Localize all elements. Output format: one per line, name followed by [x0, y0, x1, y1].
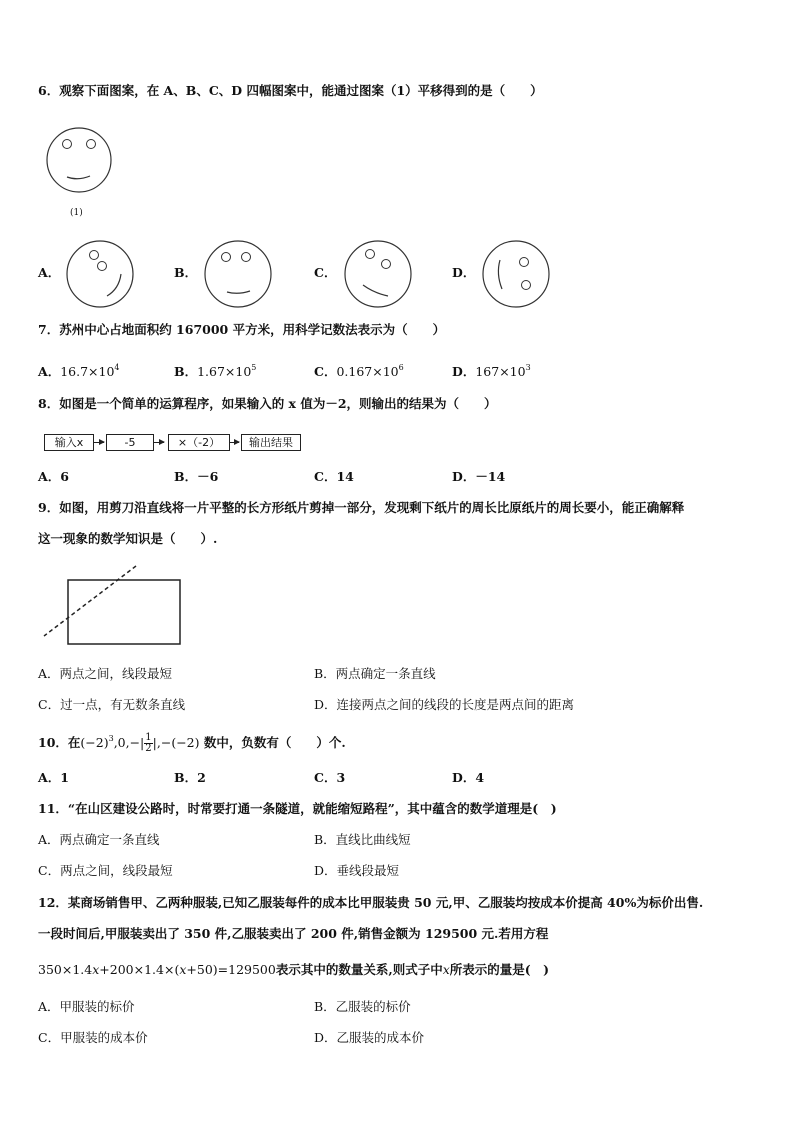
q11-stem: 11．“在山区建设公路时，时常要打通一条隧道，就能缩短路程”，其中蕴含的数学道理是( ): [38, 801, 557, 816]
flow-output-box: 输出结果: [241, 434, 301, 451]
q10-option-c: C．3: [314, 770, 346, 785]
q9-stem-line2: 这一现象的数学知识是（ ）.: [38, 531, 218, 546]
q10-stem: 10．在$(-2)^3,0,-|$ $\frac{1}{2}$ |,−(−2) 数中，负数有（ ）个.: [38, 732, 346, 754]
flow-arrow-2: [154, 442, 164, 443]
q12-option-d: D．乙服装的成本价: [314, 1030, 425, 1045]
q9-option-d: D．连接两点之间的线段的长度是两点间的距离: [314, 697, 575, 712]
q8-option-d: D．－14: [452, 469, 506, 484]
q12-stem-line3: 350×1.4x+200×1.4×(x+50)=129500表示其中的数量关系,则式子中x所表示的量是( ): [38, 962, 550, 977]
q8-option-b: B．－6: [174, 469, 219, 484]
flow-minus5-box: -5: [106, 434, 154, 451]
flow-arrow-1: [94, 442, 104, 443]
q11-option-a: A．两点确定一条直线: [38, 832, 160, 847]
q6-option-b-label: B．: [174, 265, 198, 280]
q12-option-b: B．乙服装的标价: [314, 999, 411, 1014]
flow-input-box: 输入x: [44, 434, 94, 451]
q7-option-c: C．$0.167\times 10^6$: [314, 363, 404, 379]
q6-option-a-smiley: [64, 238, 136, 310]
q11-option-d: D．垂线段最短: [314, 863, 400, 878]
q6-option-c-label: C．: [314, 265, 337, 280]
q8-option-a: A．6: [38, 469, 69, 484]
q7-option-b: B．$1.67\times 10^5$: [174, 363, 257, 379]
q10-option-d: D．4: [452, 770, 485, 785]
flow-times-box: ×（-2）: [168, 434, 230, 451]
q6-option-a-label: A．: [38, 265, 61, 280]
q12-option-c: C．甲服装的成本价: [38, 1030, 148, 1045]
q8-stem: 8．如图是一个简单的运算程序，如果输入的 x 值为－2，则输出的结果为（ ）: [38, 396, 497, 411]
q10-option-a: A．1: [38, 770, 69, 785]
q6-option-c-smiley: [342, 238, 414, 310]
q7-option-d: D．$167\times 10^3$: [452, 363, 531, 379]
q7-stem: 7．苏州中心占地面积约 167000 平方米，用科学记数法表示为（ ）: [38, 322, 446, 337]
q9-option-c: C．过一点，有无数条直线: [38, 697, 186, 712]
q12-stem-line2: 一段时间后,甲服装卖出了 350 件,乙服装卖出了 200 件,销售金额为 129500 元.若用方程: [38, 926, 549, 941]
q6-option-b-smiley: [202, 238, 274, 310]
q10-option-b: B．2: [174, 770, 206, 785]
q12-option-a: A．甲服装的标价: [38, 999, 135, 1014]
q9-stem-line1: 9．如图，用剪刀沿直线将一片平整的长方形纸片剪掉一部分，发现剩下纸片的周长比原纸片的周长要小，能正确解释: [38, 500, 685, 515]
q9-option-b: B．两点确定一条直线: [314, 666, 436, 681]
q8-option-c: C．14: [314, 469, 354, 484]
q9-option-a: A．两点之间，线段最短: [38, 666, 173, 681]
q6-figure-1-smiley: [45, 126, 115, 196]
q12-stem-line1: 12．某商场销售甲、乙两种服装,已知乙服装每件的成本比甲服装贵 50 元,甲、乙服装均按成本价提高 40%为标价出售.: [38, 895, 704, 910]
q6-stem: 6．观察下面图案，在 A、B、C、D 四幅图案中，能通过图案（1）平移得到的是（ ）: [38, 83, 543, 98]
q7-option-a: A．$16.7\times 10^4$: [38, 363, 120, 379]
q6-option-d-label: D．: [452, 265, 476, 280]
flow-arrow-3: [230, 442, 239, 443]
q6-option-d-smiley: [480, 238, 552, 310]
q11-option-b: B．直线比曲线短: [314, 832, 411, 847]
q11-option-c: C．两点之间，线段最短: [38, 863, 173, 878]
q6-figure-label: (1): [70, 208, 83, 218]
q9-rectangle-cut-figure: [40, 566, 190, 646]
